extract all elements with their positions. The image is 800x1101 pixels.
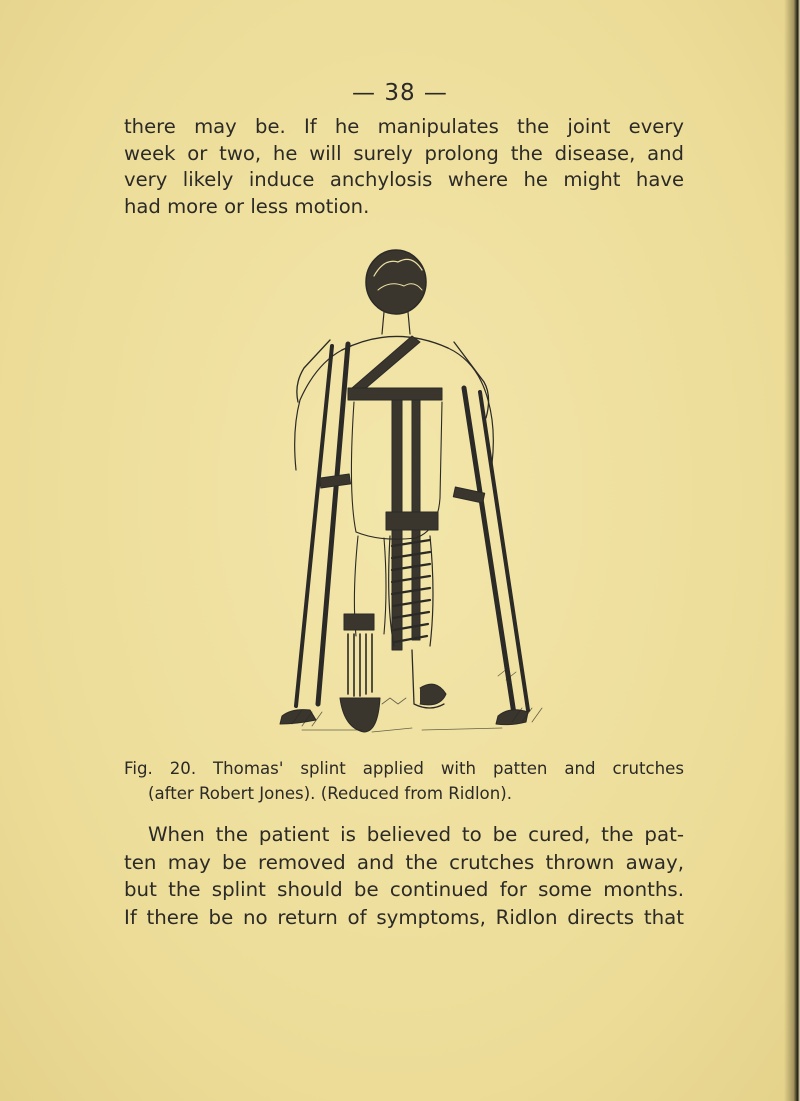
text-line: but the splint should be continued for some months. xyxy=(124,878,684,902)
text-line: had more or less motion. xyxy=(124,194,370,218)
caption-line: Fig. 20. Thomas' splint applied with patten and crutches xyxy=(124,759,684,778)
page-number: — 38 — xyxy=(352,80,448,106)
text-line: week or two, he will surely prolong the disease, and xyxy=(124,141,684,165)
text-line: If there be no return of symptoms, Ridlon directs that xyxy=(124,905,684,929)
text-line: When the patient is believed to be cured, the pat- xyxy=(148,823,684,846)
text-line: there may be. If he manipulates the joint every xyxy=(124,115,684,138)
page-edge-shadow xyxy=(784,0,800,1101)
caption-line: (after Robert Jones). (Reduced from Ridlon). xyxy=(148,784,512,803)
figure-caption xyxy=(124,756,684,806)
text-line: very likely induce anchylosis where he might have xyxy=(124,168,684,191)
figure-illustration xyxy=(262,246,552,746)
text-line: ten may be removed and the crutches thrown away, xyxy=(124,850,684,874)
paragraph-2 xyxy=(124,821,684,931)
paragraph-1 xyxy=(124,114,684,220)
